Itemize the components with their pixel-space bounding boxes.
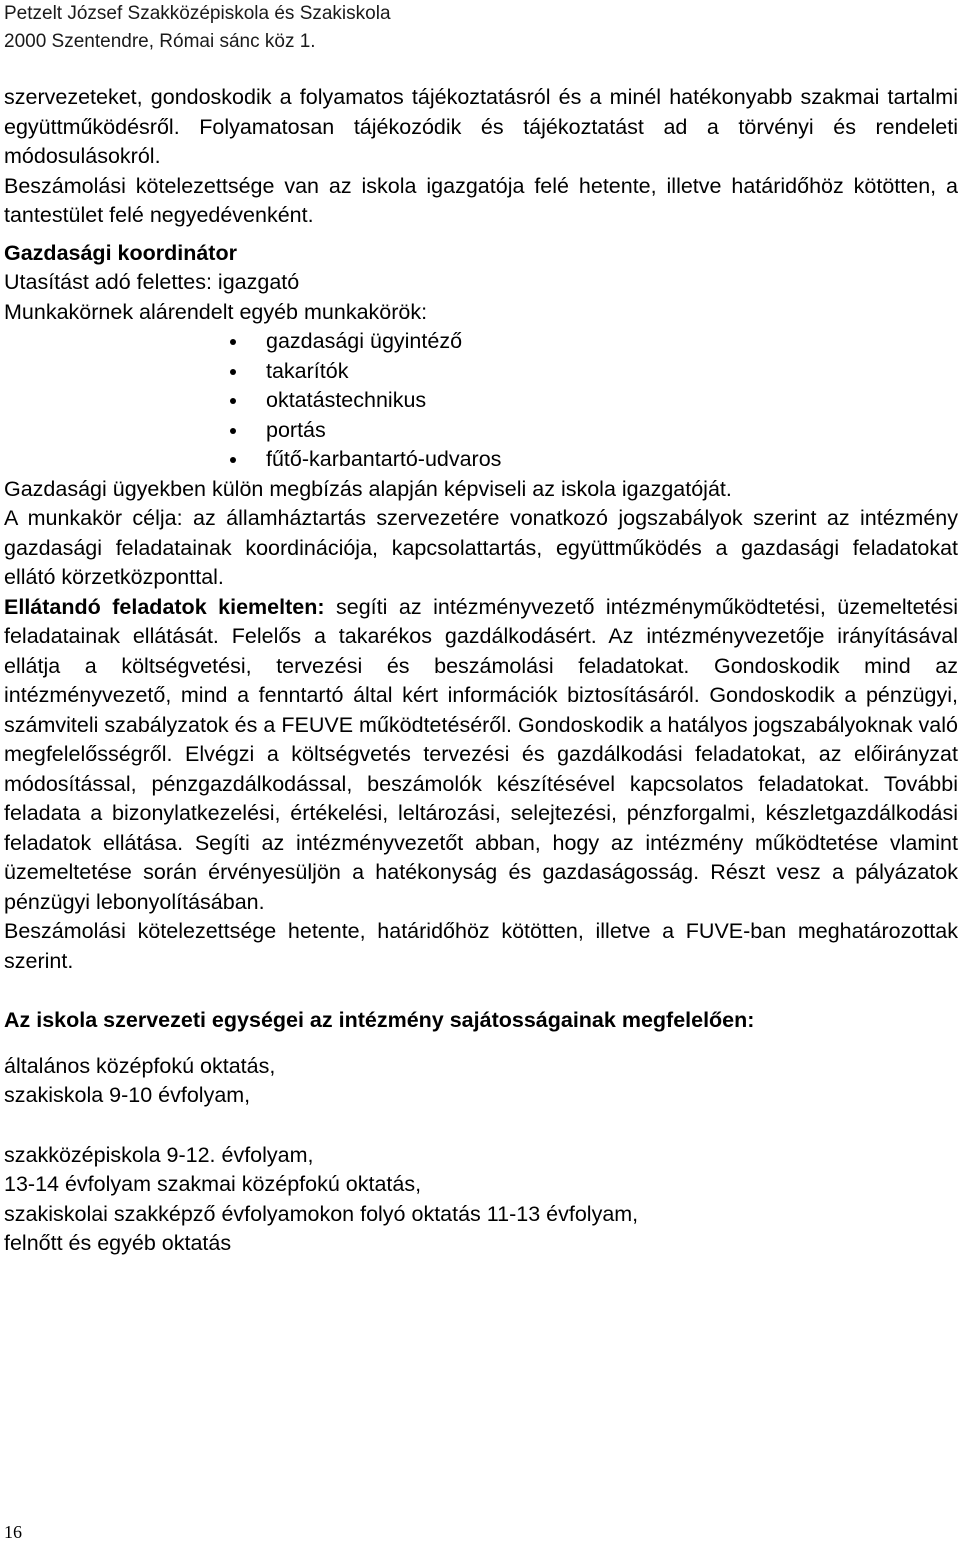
list-item (4, 416, 958, 446)
unit-line: 13-14 évfolyam szakmai középfokú oktatás, (4, 1172, 422, 1196)
unit-line: szakiskolai szakképző évfolyamokon folyó oktatás 11-13 évfolyam, (4, 1201, 639, 1226)
list-item (4, 445, 958, 475)
school-name: Petzelt József Szakközépiskola és Szakiskola (4, 3, 391, 24)
unit-line: felnőtt és egyéb oktatás (4, 1231, 232, 1255)
tasks-paragraph (4, 593, 958, 918)
section-title: Gazdasági koordinátor (4, 240, 237, 265)
bullet-icon (230, 369, 236, 375)
unit-line: szakiskola 9-10 évfolyam, (4, 1083, 251, 1107)
page-header (4, 0, 944, 56)
page-number: 16 (4, 1522, 22, 1542)
list-item-label: gazdasági ügyintéző (266, 329, 463, 353)
unit-line: szakközépiskola 9-12. évfolyam, (4, 1142, 314, 1167)
goal-paragraph: A munkakör célja: az államháztartás szervezetére vonatkozó jogszabályok szerint az intézmény gazdasági feladatainak koordinációja, kapcsolattartás, együttműködés a gazdasági feladatokat ellátó körzetközponttal. (4, 506, 958, 589)
spacer (4, 976, 958, 1006)
list-item-label: portás (266, 417, 326, 442)
superior-line: Utasítást adó felettes: igazgató (4, 270, 300, 294)
bullet-icon (230, 339, 236, 345)
tasks-label: Ellátandó feladatok kiemelten: (4, 594, 325, 619)
bullet-icon (230, 457, 236, 463)
list-item (4, 386, 958, 416)
bullet-icon (230, 428, 236, 434)
spacer (4, 231, 958, 239)
intro-paragraph: szervezeteket, gondoskodik a folyamatos tájékoztatásról és a minél hatékonyabb szakmai tartalmi együttműködésről. Folyamatosan tájékozódik és tájékoztatást ad a törvényi és rendeleti módosulásokról. (4, 85, 958, 168)
school-address: 2000 Szentendre, Római sánc köz 1. (4, 31, 316, 52)
spacer (4, 1111, 958, 1141)
list-item (4, 327, 958, 357)
spacer (4, 1036, 958, 1052)
intro-reporting-paragraph: Beszámolási kötelezettsége van az iskola igazgatója felé hetente, illetve határidőhöz kötötten, a tantestület felé negyedévenként. (4, 173, 958, 227)
unit-line: általános középfokú oktatás, (4, 1053, 276, 1078)
subordinates-label: Munkakörnek alárendelt egyéb munkakörök: (4, 299, 428, 324)
representation-line: Gazdasági ügyekben külön megbízás alapján képviseli az iskola igazgatóját. (4, 476, 732, 501)
list-item-label: takarítók (266, 358, 349, 383)
units-title: Az iskola szervezeti egységei az intézmény sajátosságainak megfelelően: (4, 1008, 755, 1032)
reporting-paragraph: Beszámolási kötelezettsége hetente, határidőhöz kötötten, illetve a FUVE-ban meghatározottak szerint. (4, 919, 958, 973)
list-item-label: fűtő-karbantartó-udvaros (266, 447, 502, 471)
bullet-icon (230, 398, 236, 404)
tasks-text: segíti az intézményvezető intézményműködtetési, üzemeltetési feladatainak ellátását. Felelős a takarékos gazdálkodásért. Az intézményvezetője irányításával ellátja a költségvetési, tervezési és beszámolási feladatokat. Gondoskodik mind az intézményvezető, mind a fenntartó által kért információk biztosításáról. Gondoskodik a pénzügyi, számviteli szabályzatok és a FEUVE működtetéséről. Gondoskodik a hatályos jogszabályoknak való megfelelősségről. Elvégzi a költségvetés tervezési és gazdálkodási feladatokat, az előirányzat módosítással, pénzgazdálkodással, beszámolók készítésével kapcsolatos feladatokat. További feladata a bizonylatkezelési, értékelési, leltározási, selejtezési, pénzforgalmi, készletgazdálkodási feladatok ellátása. Segíti az intézményvezetőt abban, hogy az intézmény működtetése vlamint üzemeltetése során érvényesüljön a hatékonyság és gazdaságosság. Részt vesz a pályázatok pénzügyi lebonyolításában. (4, 594, 958, 914)
document-body (4, 83, 958, 1259)
list-item-label: oktatástechnikus (266, 388, 427, 412)
list-item (4, 357, 958, 387)
subordinates-list (4, 327, 958, 475)
